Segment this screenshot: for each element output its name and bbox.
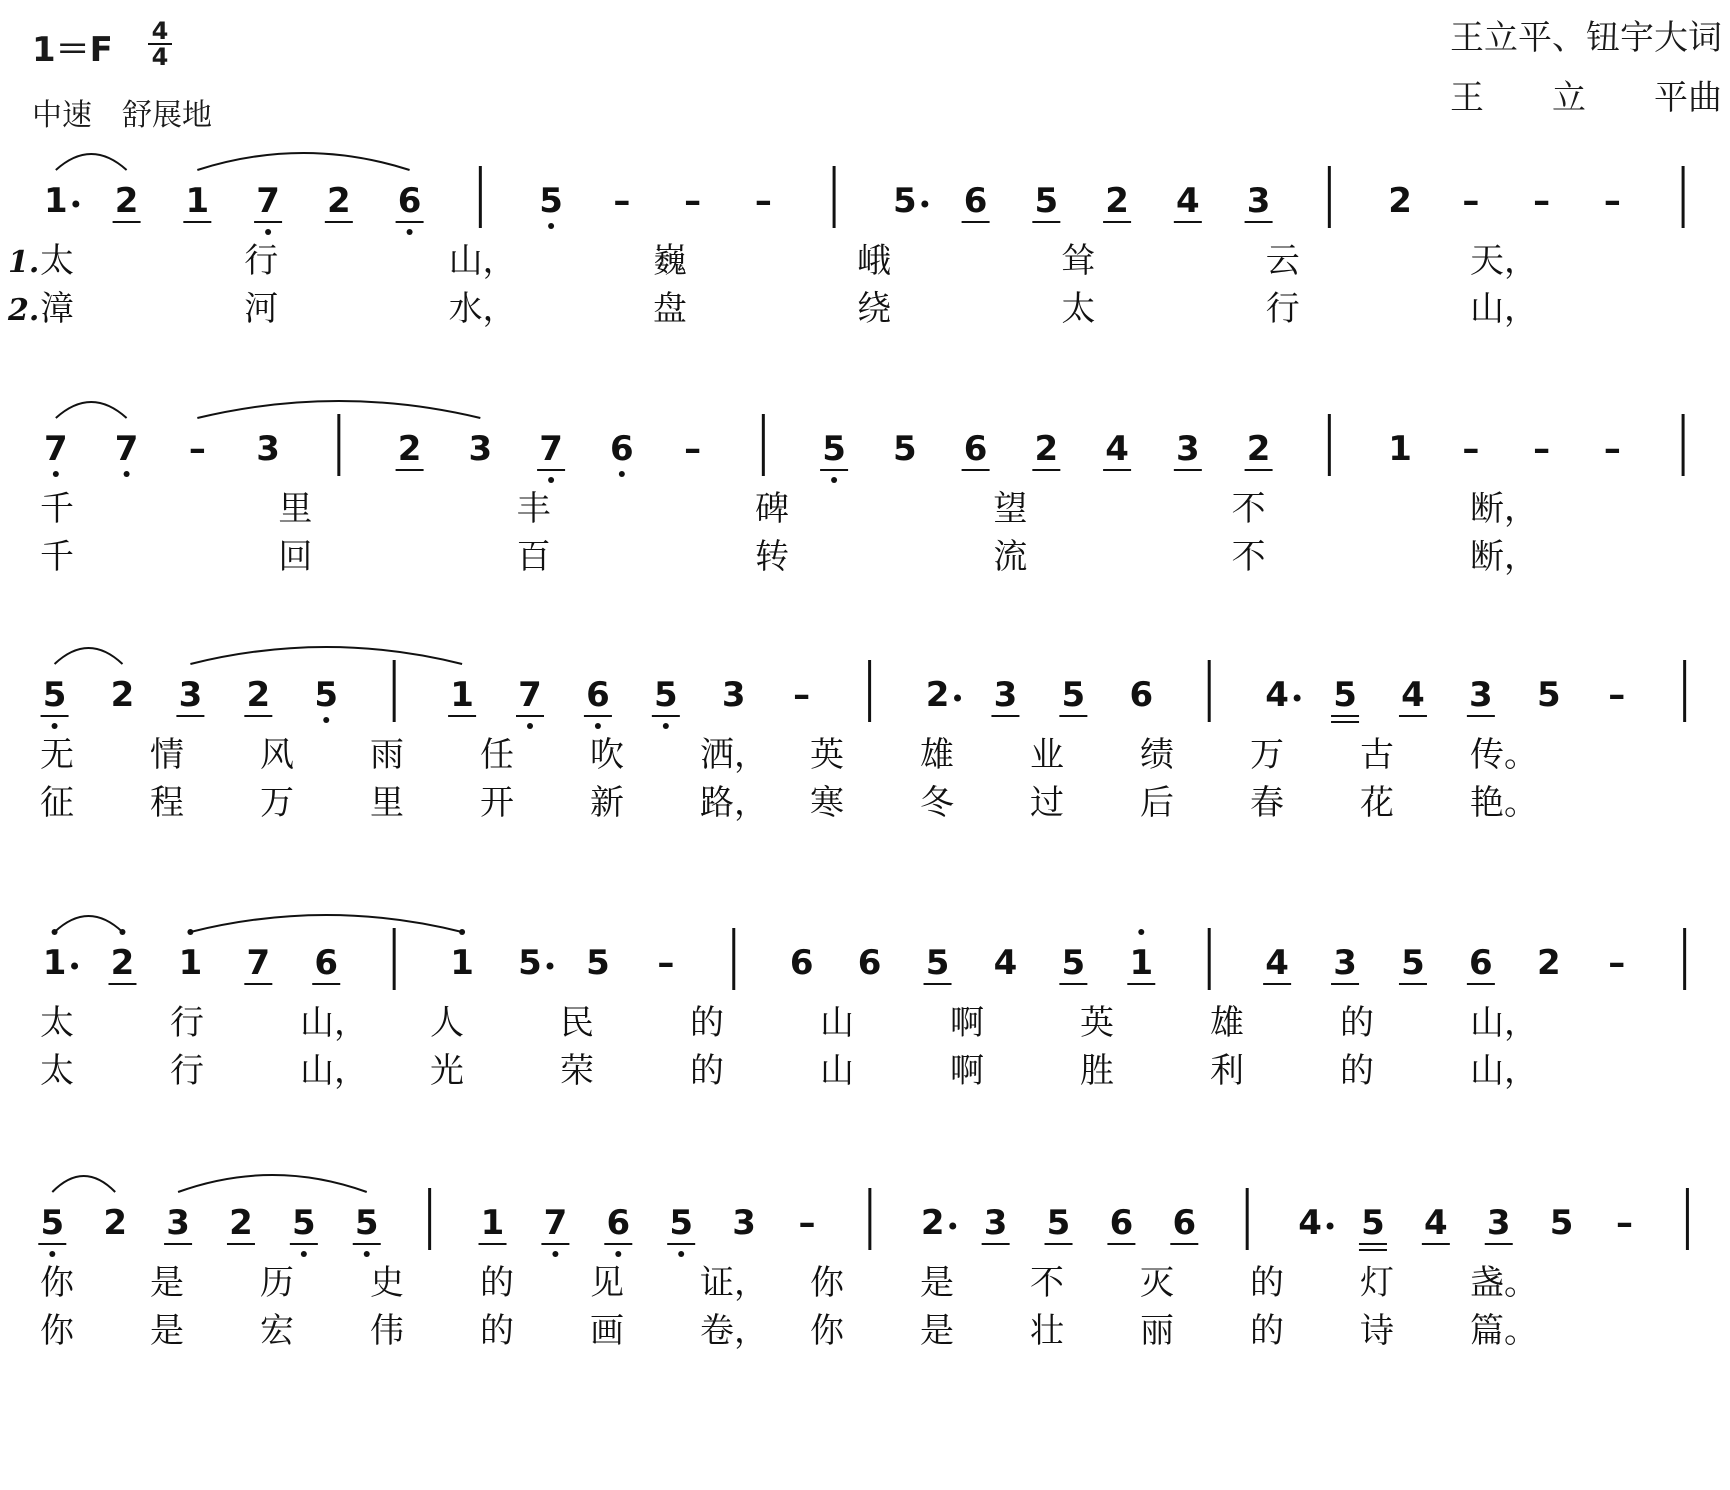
note-5: 5 [1046, 1203, 1071, 1243]
low-octave-dot [678, 1251, 684, 1257]
lyric-verse-1: 风 [260, 735, 294, 775]
lyric-verse-1: 无 [40, 735, 74, 775]
lyric-verse-1: 山， [448, 241, 517, 281]
lyric-verse-2: 的 [690, 1051, 724, 1091]
note-5: 5 [893, 429, 917, 469]
lyric-verse-2: 胜 [1080, 1051, 1114, 1091]
note-–: – [798, 1203, 816, 1243]
slur [56, 402, 127, 418]
note-6: 6 [610, 429, 634, 469]
note-2: 2 [1034, 429, 1059, 469]
note-3: 3 [468, 429, 493, 469]
slur [56, 154, 127, 170]
lyric-verse-2: 诗 [1360, 1311, 1394, 1351]
lyric-verse-1: 雄 [1210, 1003, 1244, 1043]
lyric-verse-1: 你 [40, 1263, 74, 1303]
lyric-verse-2: 光 [430, 1051, 464, 1091]
lyric-verse-1: 史 [370, 1263, 404, 1303]
note-4: 4 [1401, 675, 1425, 715]
note-6: 6 [1172, 1203, 1197, 1243]
low-octave-dot [663, 723, 669, 729]
augmentation-dot [1327, 1223, 1334, 1230]
note-–: – [657, 943, 675, 983]
note-5: 5 [1401, 943, 1425, 983]
note-5: 5 [669, 1203, 694, 1243]
lyric-verse-1: 洒， [700, 735, 768, 775]
slur [197, 153, 409, 170]
lyric-verse-2: 壮 [1030, 1311, 1064, 1351]
lyric-verse-1: 山 [820, 1003, 854, 1043]
note-6: 6 [586, 675, 610, 715]
note-2: 2 [327, 181, 351, 221]
lyric-verse-1: 雨 [370, 735, 404, 775]
low-octave-dot [527, 723, 533, 729]
lyric-verse-1: 雄 [920, 735, 954, 775]
note-7: 7 [44, 429, 68, 469]
lyric-verse-1: 万 [1250, 735, 1284, 775]
note-6: 6 [606, 1203, 631, 1243]
lyric-verse-2: 寒 [810, 783, 844, 823]
note-3: 3 [1469, 675, 1493, 715]
note-3: 3 [166, 1203, 190, 1243]
lyric-verse-1: 太 [40, 1003, 74, 1043]
note-–: – [684, 429, 702, 469]
note-4: 4 [1298, 1203, 1322, 1243]
lyric-verse-1: 丰 [516, 489, 551, 529]
note-3: 3 [983, 1203, 1008, 1243]
lyric-verse-2: 万 [260, 783, 294, 823]
note-–: – [613, 181, 631, 221]
lyric-verse-2: 后 [1140, 783, 1174, 823]
note-5: 5 [1361, 1203, 1385, 1243]
note-3: 3 [993, 675, 1018, 715]
lyric-verse-2: 转 [755, 537, 789, 577]
lyric-verse-1: 英 [1080, 1003, 1114, 1043]
note-–: – [1616, 1203, 1634, 1243]
lyric-verse-1: 断， [1470, 489, 1538, 529]
note-7: 7 [246, 943, 271, 983]
note-2: 2 [103, 1203, 128, 1243]
lyric-verse-2: 的 [1250, 1311, 1284, 1351]
note-2: 2 [1536, 943, 1561, 983]
low-octave-dot [619, 471, 625, 477]
lyric-verse-1: 的 [690, 1003, 724, 1043]
slur [55, 648, 123, 664]
lyric-verse-2: 山， [300, 1051, 368, 1091]
low-octave-dot [323, 717, 329, 723]
note-5: 5 [314, 675, 339, 715]
lyric-verse-1: 巍 [652, 241, 687, 281]
lyric-verse-2: 里 [370, 783, 404, 823]
lyric-verse-2: 路， [700, 783, 768, 823]
lyric-verse-2: 过 [1030, 783, 1064, 823]
lyric-verse-1: 峨 [857, 241, 892, 281]
high-octave-dot [1138, 929, 1144, 935]
note-–: – [793, 675, 811, 715]
note-5: 5 [1536, 675, 1561, 715]
note-6: 6 [857, 943, 882, 983]
note-2: 2 [397, 429, 422, 469]
low-octave-dot [595, 723, 601, 729]
slur [190, 915, 462, 932]
note-3: 3 [256, 429, 280, 469]
note-5: 5 [518, 943, 542, 983]
composer-credit: 王 立 平曲 [1450, 78, 1722, 118]
low-octave-dot [548, 223, 554, 229]
lyric-verse-2: 漳 [40, 289, 74, 329]
note-5: 5 [292, 1203, 316, 1243]
note-1: 1 [178, 943, 203, 983]
lyric-verse-2: 春 [1250, 783, 1284, 823]
note-2: 2 [114, 181, 139, 221]
lyric-verse-1: 人 [430, 1003, 464, 1043]
lyric-verse-2: 太 [1061, 289, 1096, 329]
lyric-verse-2: 流 [993, 537, 1028, 577]
note-7: 7 [518, 675, 542, 715]
note-2: 2 [1105, 181, 1129, 221]
lyric-verse-1: 古 [1360, 735, 1394, 775]
lyric-verse-1: 历 [260, 1263, 294, 1303]
note-2: 2 [229, 1203, 253, 1243]
lyric-verse-2: 你 [810, 1311, 844, 1351]
note-1: 1 [480, 1203, 505, 1243]
lyric-verse-1: 里 [278, 489, 313, 529]
note-7: 7 [539, 429, 563, 469]
note-3: 3 [1486, 1203, 1511, 1243]
lyric-verse-2: 百 [516, 537, 551, 577]
note-5: 5 [354, 1203, 379, 1243]
low-octave-dot [615, 1251, 621, 1257]
low-octave-dot [548, 477, 554, 483]
lyric-verse-1: 你 [810, 1263, 844, 1303]
lyric-verse-2: 河 [244, 289, 279, 329]
augmentation-dot [71, 963, 78, 970]
note-5: 5 [539, 181, 563, 221]
note-–: – [1603, 429, 1621, 469]
note-–: – [684, 181, 702, 221]
lyric-verse-2: 利 [1210, 1051, 1244, 1091]
lyric-verse-2: 绕 [857, 289, 892, 329]
lyric-verse-2: 篇。 [1470, 1311, 1538, 1351]
time-top: 4 [151, 17, 169, 45]
note-3: 3 [1176, 429, 1200, 469]
note-5: 5 [654, 675, 678, 715]
note-5: 5 [1333, 675, 1357, 715]
note-4: 4 [1105, 429, 1129, 469]
lyric-verse-2: 艳。 [1470, 783, 1538, 823]
low-octave-dot [364, 1251, 370, 1257]
note-4: 4 [1176, 181, 1200, 221]
note-–: – [1608, 943, 1626, 983]
lyric-verse-2: 不 [1231, 537, 1266, 577]
lyric-verse-1: 云 [1265, 241, 1300, 281]
lyric-verse-1: 山， [1470, 1003, 1538, 1043]
lyric-verse-1: 见 [590, 1263, 624, 1303]
low-octave-dot [552, 1251, 558, 1257]
lyric-verse-2: 开 [480, 783, 514, 823]
lyric-verse-1: 的 [1340, 1003, 1374, 1043]
slur [52, 1176, 115, 1192]
lyric-verse-1: 不 [1231, 489, 1266, 529]
lyric-verse-1: 是 [920, 1263, 954, 1303]
note-5: 5 [925, 943, 950, 983]
note-2: 2 [110, 675, 135, 715]
note-–: – [1608, 675, 1626, 715]
note-6: 6 [314, 943, 339, 983]
augmentation-dot [72, 201, 79, 208]
lyric-verse-2: 的 [1340, 1051, 1374, 1091]
low-octave-dot [52, 723, 58, 729]
lyric-verse-2: 画 [590, 1311, 624, 1351]
note-2: 2 [246, 675, 271, 715]
note-7: 7 [256, 181, 280, 221]
lyric-verse-1: 盏。 [1470, 1263, 1538, 1303]
note-2: 2 [110, 943, 135, 983]
note-3: 3 [732, 1203, 756, 1243]
note-6: 6 [963, 429, 988, 469]
lyric-verse-1: 情 [150, 735, 184, 775]
note-–: – [1533, 429, 1551, 469]
note-4: 4 [993, 943, 1018, 983]
low-octave-dot [265, 229, 271, 235]
note-5: 5 [40, 1203, 65, 1243]
lyric-verse-2: 山 [820, 1051, 854, 1091]
note-1: 1 [42, 943, 67, 983]
lyric-verse-2: 啊 [950, 1051, 984, 1091]
lyric-verse-2: 新 [590, 783, 624, 823]
note-–: – [754, 181, 772, 221]
note-2: 2 [1388, 181, 1412, 221]
note-1: 1 [1129, 943, 1154, 983]
low-octave-dot [407, 229, 413, 235]
lyric-verse-2: 山， [1470, 289, 1538, 329]
lyric-verse-1: 的 [480, 1263, 514, 1303]
note-–: – [188, 429, 206, 469]
lyric-verse-1: 传。 [1470, 735, 1538, 775]
lyric-verse-2: 丽 [1140, 1311, 1174, 1351]
slur [178, 1175, 367, 1192]
lyric-verse-2: 花 [1360, 783, 1394, 823]
lyric-verse-1: 碑 [755, 489, 789, 529]
lyric-verse-2: 水， [448, 289, 517, 329]
lyric-verse-1: 任 [480, 735, 514, 775]
lyric-verse-1: 吹 [590, 735, 624, 775]
note-6: 6 [789, 943, 814, 983]
lyric-verse-1: 灭 [1140, 1263, 1174, 1303]
note-–: – [1603, 181, 1621, 221]
note-5: 5 [1061, 675, 1086, 715]
low-octave-dot [124, 471, 130, 477]
lyric-verse-2: 卷， [700, 1311, 768, 1351]
note-1: 1 [44, 181, 68, 221]
lyric-verse-2: 太 [40, 1051, 74, 1091]
note-1: 1 [450, 675, 474, 715]
lyric-verse-2: 程 [150, 783, 184, 823]
note-3: 3 [721, 675, 746, 715]
note-5: 5 [1034, 181, 1059, 221]
lyric-verse-1: 山， [300, 1003, 368, 1043]
lyric-verse-1: 是 [150, 1263, 184, 1303]
note-1: 1 [1388, 429, 1412, 469]
note-3: 3 [178, 675, 203, 715]
note-6: 6 [963, 181, 988, 221]
note-–: – [1533, 181, 1551, 221]
note-1: 1 [450, 943, 474, 983]
note-5: 5 [586, 943, 610, 983]
note-1: 1 [185, 181, 210, 221]
note-5: 5 [42, 675, 67, 715]
lyric-verse-1: 行 [170, 1003, 204, 1043]
note-6: 6 [397, 181, 422, 221]
lyric-verse-1: 太 [40, 241, 74, 281]
lyric-verse-1: 英 [810, 735, 844, 775]
lyric-verse-1: 证， [700, 1263, 768, 1303]
lyric-verse-2: 山， [1470, 1051, 1538, 1091]
lyric-verse-2: 的 [480, 1311, 514, 1351]
verse-number-1: 1. [8, 245, 40, 280]
lyric-verse-1: 不 [1030, 1263, 1064, 1303]
note-3: 3 [1333, 943, 1357, 983]
note-7: 7 [543, 1203, 568, 1243]
note-6: 6 [1109, 1203, 1134, 1243]
low-octave-dot [49, 1251, 55, 1257]
augmentation-dot [954, 695, 961, 702]
lyric-verse-2: 征 [40, 783, 74, 823]
augmentation-dot [921, 201, 928, 208]
note-5: 5 [893, 181, 917, 221]
lyric-verse-2: 回 [278, 537, 313, 577]
lyric-verse-2: 行 [1265, 289, 1300, 329]
lyric-verse-2: 冬 [920, 783, 954, 823]
lyric-verse-1: 千 [40, 489, 74, 529]
lyric-verse-1: 天， [1470, 241, 1538, 281]
note-–: – [1462, 429, 1480, 469]
note-5: 5 [1549, 1203, 1574, 1243]
lyric-verse-2: 荣 [560, 1051, 594, 1091]
augmentation-dot [949, 1223, 956, 1230]
slur [55, 916, 123, 932]
lyric-verse-1: 灯 [1360, 1263, 1394, 1303]
lyric-verse-1: 耸 [1061, 241, 1096, 281]
lyric-verse-1: 的 [1250, 1263, 1284, 1303]
note-6: 6 [1469, 943, 1493, 983]
tempo-marking: 中速 舒展地 [32, 98, 212, 133]
lyric-verse-1: 啊 [950, 1003, 984, 1043]
lyricist-credit: 王立平、钮宇大词 [1450, 18, 1722, 58]
note-6: 6 [1129, 675, 1154, 715]
lyric-verse-2: 千 [40, 537, 74, 577]
augmentation-dot [547, 963, 554, 970]
note-4: 4 [1424, 1203, 1448, 1243]
note-5: 5 [1061, 943, 1086, 983]
note-3: 3 [1246, 181, 1271, 221]
lyric-verse-2: 是 [920, 1311, 954, 1351]
lyric-verse-1: 行 [244, 241, 279, 281]
lyric-verse-1: 业 [1030, 735, 1064, 775]
lyric-verse-2: 断， [1470, 537, 1538, 577]
note-2: 2 [1246, 429, 1271, 469]
lyric-verse-2: 盘 [652, 289, 687, 329]
augmentation-dot [1294, 695, 1301, 702]
low-octave-dot [301, 1251, 307, 1257]
note-2: 2 [925, 675, 950, 715]
time-bottom: 4 [151, 43, 169, 71]
note-–: – [1462, 181, 1480, 221]
note-4: 4 [1265, 943, 1289, 983]
lyric-verse-2: 行 [170, 1051, 204, 1091]
verse-number-2: 2. [8, 293, 40, 328]
lyric-verse-1: 绩 [1140, 735, 1174, 775]
slur [190, 647, 462, 664]
lyric-verse-2: 是 [150, 1311, 184, 1351]
note-2: 2 [920, 1203, 945, 1243]
note-5: 5 [822, 429, 846, 469]
low-octave-dot [53, 471, 59, 477]
note-4: 4 [1265, 675, 1289, 715]
lyric-verse-2: 伟 [370, 1311, 404, 1351]
lyric-verse-1: 望 [993, 489, 1028, 529]
key-text: 1＝F [32, 30, 113, 70]
lyric-verse-2: 宏 [260, 1311, 294, 1351]
lyric-verse-2: 你 [40, 1311, 74, 1351]
lyric-verse-1: 民 [560, 1003, 594, 1043]
note-7: 7 [114, 429, 139, 469]
low-octave-dot [831, 477, 837, 483]
